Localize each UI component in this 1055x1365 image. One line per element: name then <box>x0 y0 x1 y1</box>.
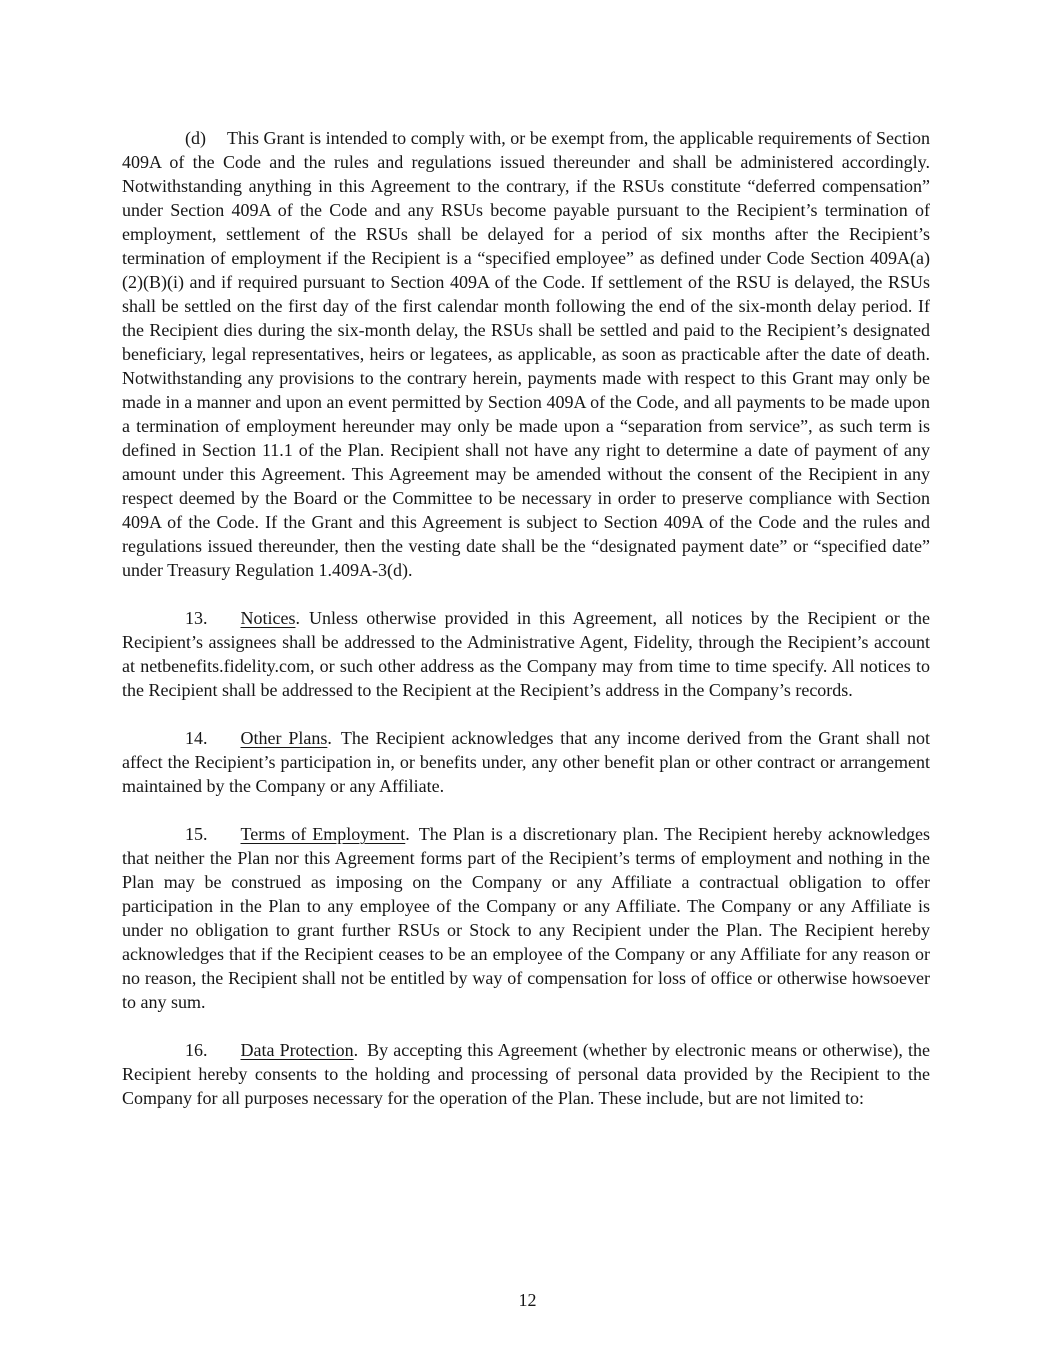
paragraph-16-heading: Data Protection <box>240 1040 354 1060</box>
paragraph-14-heading: Other Plans <box>240 728 328 748</box>
paragraph-16-text: By accepting this Agreement (whether by electronic means or otherwise), the Recipient hereby consents to the holding and processing of personal data provided by the Recipient to the Company for all purposes necessary for the operation of the Plan. These include, but are not limited to: <box>122 1040 930 1108</box>
document-body <box>122 126 930 1110</box>
paragraph-d <box>122 126 930 582</box>
paragraph-13-number: 13. <box>185 608 208 628</box>
paragraph-14-other-plans <box>122 726 930 798</box>
paragraph-13-notices <box>122 606 930 702</box>
paragraph-14-number: 14. <box>185 728 208 748</box>
paragraph-16-data-protection <box>122 1038 930 1110</box>
paragraph-13-heading-period: . <box>295 608 300 628</box>
paragraph-16-heading-period: . <box>353 1040 359 1060</box>
paragraph-15-heading-period: . <box>405 824 410 844</box>
paragraph-15-text: The Plan is a discretionary plan. The Recipient hereby acknowledges that neither the Plan nor this Agreement forms part of the Recipient’s terms of employment and nothing in the Plan may be construed as imposing on the Company or any Affiliate a contractual obligation to offer participation in the Plan to any employee of the Company or any Affiliate. The Company or any Affiliate is under no obligation to grant further RSUs or Stock to any Recipient under the Plan. The Recipient hereby acknowledges that if the Recipient ceases to be an employee of the Company or any Affiliate for any reason or no reason, the Recipient shall not be entitled by way of compensation for loss of office or otherwise howsoever to any sum. <box>122 824 930 1012</box>
page-number: 12 <box>518 1290 537 1310</box>
paragraph-14-text: The Recipient acknowledges that any income derived from the Grant shall not affect the Recipient’s participation in, or benefits under, any other benefit plan or other contract or arrangement maintained by the Company or any Affiliate. <box>122 728 930 796</box>
paragraph-14-heading-period: . <box>327 728 332 748</box>
paragraph-13-heading: Notices <box>240 608 296 628</box>
paragraph-15-heading: Terms of Employment <box>240 824 406 844</box>
paragraph-15-number: 15. <box>185 824 208 844</box>
paragraph-16-number: 16. <box>185 1040 208 1060</box>
paragraph-d-label: (d) <box>185 128 206 148</box>
paragraph-13-text: Unless otherwise provided in this Agreement, all notices by the Recipient or the Recipient’s assignees shall be addressed to the Administrative Agent, Fidelity, through the Recipient’s account at netbenefits.fidelity.com, or such other address as the Company may from time to time specify. All notices to the Recipient shall be addressed to the Recipient at the Recipient’s address in the Company’s records. <box>122 608 930 700</box>
paragraph-15-terms-of-employment <box>122 822 930 1014</box>
paragraph-d-text: This Grant is intended to comply with, or be exempt from, the applicable requirements of Section 409A of the Code and the rules and regulations issued thereunder and shall be administered accordingly. Notwithstanding anything in this Agreement to the contrary, if the RSUs constitute “deferred compensation” under Section 409A of the Code and any RSUs become payable pursuant to the Recipient’s termination of employment, settlement of the RSUs shall be delayed for a period of six months after the Recipient’s termination of employment if the Recipient is a “specified employee” as defined under Code Section 409A(a)(2)(B)(i) and if required pursuant to Section 409A of the Code. If settlement of the RSU is delayed, the RSUs shall be settled on the first day of the first calendar month following the end of the six-month delay period. If the Recipient dies during the six-month delay, the RSUs shall be settled and paid to the Recipient’s designated beneficiary, legal representatives, heirs or legatees, as applicable, as soon as practicable after the date of death. Notwithstanding any provisions to the contrary herein, payments made with respect to this Grant may only be made in a manner and upon an event permitted by Section 409A of the Code, and all payments to be made upon a termination of employment hereunder may only be made upon a “separation from service”, as such term is defined in Section 11.1 of the Plan. Recipient shall not have any right to determine a date of payment of any amount under this Agreement. This Agreement may be amended without the consent of the Recipient in any respect deemed by the Board or the Committee to be necessary in order to preserve compliance with Section 409A of the Code. If the Grant and this Agreement is subject to Section 409A of the Code and the rules and regulations issued thereunder, then the vesting date shall be the “designated payment date” or “specified date” under Treasury Regulation 1.409A-3(d). <box>122 128 930 580</box>
